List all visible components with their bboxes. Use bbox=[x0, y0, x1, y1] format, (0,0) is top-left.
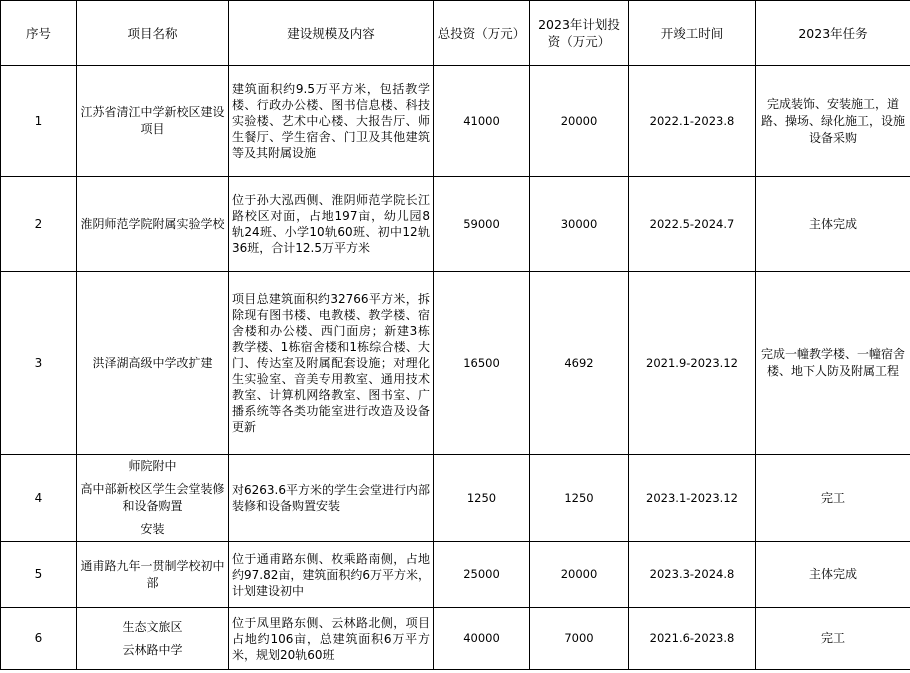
table-row bbox=[1, 608, 910, 670]
cell-no: 3 bbox=[1, 272, 77, 455]
cell-name: 淮阴师范学院附属实验学校 bbox=[77, 177, 229, 272]
cell-no: 5 bbox=[1, 542, 77, 608]
cell-plan: 7000 bbox=[530, 608, 629, 670]
cell-task: 完工 bbox=[756, 608, 910, 670]
cell-name: 江苏省清江中学新校区建设项目 bbox=[77, 66, 229, 177]
cell-task: 完成装饰、安装施工，道路、操场、绿化施工，设施设备采购 bbox=[756, 66, 910, 177]
table-row bbox=[1, 177, 910, 272]
header-period: 开竣工时间 bbox=[629, 1, 756, 66]
cell-total: 1250 bbox=[434, 455, 530, 542]
cell-no: 4 bbox=[1, 455, 77, 542]
header-name: 项目名称 bbox=[77, 1, 229, 66]
cell-task: 主体完成 bbox=[756, 177, 910, 272]
header-row bbox=[1, 1, 910, 66]
cell-scale: 建筑面积约9.5万平方米，包括教学楼、行政办公楼、图书信息楼、科技实验楼、艺术中心楼、大报告厅、师生餐厅、学生宿舍、门卫及其他建筑等及其附属设施 bbox=[229, 66, 434, 177]
cell-period: 2021.6-2023.8 bbox=[629, 608, 756, 670]
cell-period: 2022.5-2024.7 bbox=[629, 177, 756, 272]
cell-scale: 对6263.6平方米的学生会堂进行内部装修和设备购置安装 bbox=[229, 455, 434, 542]
header-scale: 建设规模及内容 bbox=[229, 1, 434, 66]
cell-period: 2022.1-2023.8 bbox=[629, 66, 756, 177]
cell-name bbox=[77, 455, 229, 542]
cell-total: 41000 bbox=[434, 66, 530, 177]
cell-period: 2023.3-2024.8 bbox=[629, 542, 756, 608]
cell-scale: 项目总建筑面积约32766平方米，拆除现有图书楼、电教楼、教学楼、宿舍楼和办公楼、西门面房；新建3栋教学楼、1栋宿舍楼和1栋综合楼、大门、传达室及附属配套设施；对理化生实验室、音美专用教室、通用技术教室、计算机网络教室、图书室、广播系统等各类功能室进行改造及设备更新 bbox=[229, 272, 434, 455]
cell-plan: 20000 bbox=[530, 66, 629, 177]
cell-scale: 位于通甫路东侧、枚乘路南侧，占地约97.82亩，建筑面积约6万平方米，计划建设初中 bbox=[229, 542, 434, 608]
cell-scale: 位于凤里路东侧、云林路北侧，项目占地约106亩，总建筑面积6万平方米，规划20轨60班 bbox=[229, 608, 434, 670]
cell-total: 59000 bbox=[434, 177, 530, 272]
cell-period: 2021.9-2023.12 bbox=[629, 272, 756, 455]
cell-plan: 1250 bbox=[530, 455, 629, 542]
cell-plan: 20000 bbox=[530, 542, 629, 608]
cell-name: 洪泽湖高级中学改扩建 bbox=[77, 272, 229, 455]
cell-total: 16500 bbox=[434, 272, 530, 455]
cell-period: 2023.1-2023.12 bbox=[629, 455, 756, 542]
header-task: 2023年任务 bbox=[756, 1, 910, 66]
name-line: 云林路中学 bbox=[122, 642, 183, 657]
cell-scale: 位于孙大泓西侧、淮阴师范学院长江路校区对面，占地197亩，幼儿园8轨24班、小学10轨60班、初中12轨36班，合计12.5万平方米 bbox=[229, 177, 434, 272]
cell-no: 2 bbox=[1, 177, 77, 272]
cell-task: 主体完成 bbox=[756, 542, 910, 608]
name-line: 高中部新校区学生会堂装修和设备购置 bbox=[80, 482, 225, 513]
cell-plan: 30000 bbox=[530, 177, 629, 272]
name-line: 生态文旅区 bbox=[122, 619, 183, 634]
table-row bbox=[1, 272, 910, 455]
cell-task: 完工 bbox=[756, 455, 910, 542]
cell-total: 25000 bbox=[434, 542, 530, 608]
header-total: 总投资（万元） bbox=[434, 1, 530, 66]
header-no: 序号 bbox=[1, 1, 77, 66]
table-row bbox=[1, 455, 910, 542]
cell-name bbox=[77, 608, 229, 670]
table-row bbox=[1, 66, 910, 177]
name-line: 师院附中 bbox=[128, 459, 177, 473]
name-line: 安装 bbox=[140, 522, 165, 536]
cell-total: 40000 bbox=[434, 608, 530, 670]
table-row bbox=[1, 542, 910, 608]
cell-name: 通甫路九年一贯制学校初中部 bbox=[77, 542, 229, 608]
cell-task: 完成一幢教学楼、一幢宿舍楼、地下人防及附属工程 bbox=[756, 272, 910, 455]
cell-plan: 4692 bbox=[530, 272, 629, 455]
cell-no: 6 bbox=[1, 608, 77, 670]
header-plan: 2023年计划投资（万元） bbox=[530, 1, 629, 66]
cell-no: 1 bbox=[1, 66, 77, 177]
